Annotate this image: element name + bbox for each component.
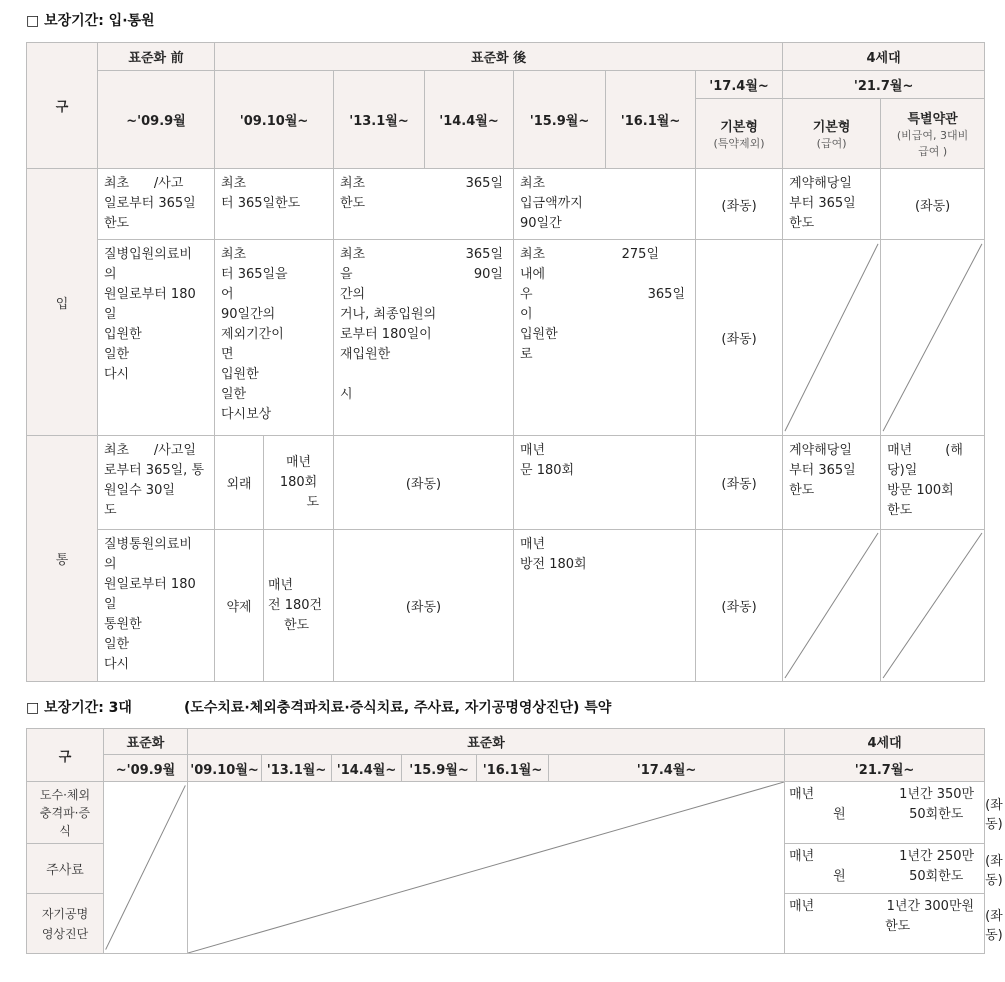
header-after-standard: 표준화 後 bbox=[215, 43, 783, 71]
text-line: 원 bbox=[833, 807, 846, 822]
header-gu: 구 bbox=[27, 729, 104, 782]
row-label-inpatient: 입 bbox=[27, 169, 98, 436]
text-line: 의 bbox=[104, 267, 117, 282]
text-line: 1년간 250만 bbox=[899, 849, 975, 864]
text-line: 매년 bbox=[285, 454, 312, 470]
text-line: 도 bbox=[306, 494, 319, 510]
rider-injection-1704 bbox=[785, 844, 985, 894]
header-special-sub2: 급여 ) bbox=[918, 145, 948, 158]
text-line: 터 365일한도 bbox=[221, 196, 301, 211]
text-line: 매년 bbox=[520, 537, 546, 552]
rider-label-mri bbox=[27, 894, 104, 954]
inpatient-r2-c1 bbox=[98, 240, 215, 436]
text-line: 전 180건 bbox=[268, 597, 323, 613]
text-line: 내에 bbox=[520, 267, 546, 282]
section2-title-a: □ 보장기간: 3대 bbox=[26, 700, 132, 716]
text-line: 한도 bbox=[887, 503, 913, 518]
inpatient-r2-c4 bbox=[514, 240, 696, 436]
text-line: 한도 bbox=[789, 483, 815, 498]
outpatient-r2-c5: (좌동) bbox=[696, 530, 783, 682]
header-period-1509: '15.9월~ bbox=[514, 71, 606, 169]
text-line: 다시 bbox=[104, 657, 130, 672]
outpatient-r2-c7-empty bbox=[881, 530, 985, 682]
inpatient-r1-c3 bbox=[334, 169, 514, 240]
header-period-1601: '16.1월~ bbox=[477, 755, 549, 782]
outpatient-r2-c4 bbox=[514, 530, 696, 682]
text-line: 어 bbox=[221, 287, 234, 302]
header-period-0909: ~'09.9월 bbox=[98, 71, 215, 169]
header-period-0910: '09.10월~ bbox=[215, 71, 334, 169]
header-period-2107: '21.7월~ bbox=[783, 71, 985, 99]
header-period-2107: '21.7월~ bbox=[785, 755, 985, 782]
section2-title bbox=[26, 697, 611, 717]
text-line: 영상진단 bbox=[41, 926, 89, 941]
text-line: 일한 bbox=[104, 637, 130, 652]
text-line: 이 bbox=[520, 307, 533, 322]
text-line: 최초 bbox=[221, 176, 247, 191]
diagonal-line bbox=[783, 240, 880, 435]
text-line: 을 bbox=[340, 267, 353, 282]
text-line: 입원한 bbox=[221, 367, 259, 382]
text-line: 50회한도 bbox=[909, 869, 964, 884]
header-special-label: 특별약관 bbox=[907, 112, 958, 127]
text-line: 한도 bbox=[340, 196, 366, 211]
inpatient-r1-c7: (좌동) bbox=[881, 169, 985, 240]
text-line: 일 bbox=[104, 307, 117, 322]
header-special-sub1: (비급여, 3대비 bbox=[896, 129, 969, 142]
header-period-1704: '17.4월~ bbox=[549, 755, 785, 782]
header-std2: 표준화 bbox=[188, 729, 785, 755]
text-line: 로 bbox=[520, 347, 533, 362]
outpatient-r1-c6 bbox=[783, 436, 881, 530]
rider-empty-standard bbox=[188, 782, 785, 954]
inpatient-r2-c6-empty bbox=[783, 240, 881, 436]
text-line: 입원한 bbox=[104, 327, 142, 342]
text-line: 1년간 350만 bbox=[899, 787, 975, 802]
text-line: 입금액까지 bbox=[520, 196, 583, 211]
coverage-table-inpatient-outpatient bbox=[26, 42, 985, 682]
outpatient-r2-c2b bbox=[264, 530, 334, 682]
text-line: 한도 bbox=[885, 919, 911, 934]
text-line: 90일간의 bbox=[221, 307, 276, 322]
outpatient-r1-c2a: 외래 bbox=[215, 436, 264, 530]
header-period-1301: '13.1월~ bbox=[262, 755, 332, 782]
text-line: 최초 /사고 bbox=[104, 176, 184, 191]
coverage-table-three-riders: 구 표준화 표준화 4세대 ~'09.9월 '09.10월~ '13.1월~ '14.4월~ '15.9월~ '16.1월~ '17.4월~ '21.7월~ 도수·체외 충격파·증 식 매년 1년간 350만 원 50회한도 (좌동) 주사료 매년 1년간 250만 원 50회한도 (좌동) 자기공명 영상진단 매년 1년간 300만원 한도 (좌동) bbox=[26, 728, 985, 954]
inpatient-r2-c3 bbox=[334, 240, 514, 436]
text-line: 일한 bbox=[221, 387, 247, 402]
outpatient-r1-c5: (좌동) bbox=[696, 436, 783, 530]
text-line: 방문 100회 bbox=[887, 483, 954, 498]
rider-label-dosu bbox=[27, 782, 104, 844]
header-gen4: 4세대 bbox=[785, 729, 985, 755]
text-line: 통원한 bbox=[104, 617, 142, 632]
text-line: 시 bbox=[340, 387, 353, 402]
row-label-outpatient: 통 bbox=[27, 436, 98, 682]
text-line: 매년 bbox=[268, 577, 294, 593]
text-line: 매년 bbox=[789, 787, 815, 802]
text-line: 로부터 365일, 통 bbox=[104, 463, 205, 478]
text-line: 도 bbox=[104, 503, 117, 518]
text-line: 일로부터 365일 bbox=[104, 196, 196, 211]
section1-title: □ 보장기간: 입·통원 bbox=[26, 13, 155, 29]
text-line: 원 bbox=[833, 869, 846, 884]
text-line: 방전 180회 bbox=[520, 557, 587, 572]
inpatient-r1-c2 bbox=[215, 169, 334, 240]
diagonal-line bbox=[881, 240, 984, 435]
header-period-1404: '14.4월~ bbox=[425, 71, 514, 169]
text-line: 터 365일을 bbox=[221, 267, 288, 282]
text-line: 365일 bbox=[465, 247, 503, 262]
text-line: 부터 365일 bbox=[789, 463, 856, 478]
text-line: 한도 bbox=[104, 216, 130, 231]
text-line: 최초 /사고일 bbox=[104, 443, 196, 458]
diagonal-line bbox=[783, 530, 880, 681]
text-line: 식 bbox=[59, 823, 71, 838]
text-line: 최초 bbox=[520, 247, 546, 262]
text-line: 한도 bbox=[284, 617, 310, 633]
text-line: 간의 bbox=[340, 287, 366, 302]
text-line: 계약해당일 bbox=[789, 443, 852, 458]
outpatient-r2-c6-empty bbox=[783, 530, 881, 682]
text-line: 90일 bbox=[473, 267, 503, 282]
header-before-standard: 표준화 前 bbox=[98, 43, 215, 71]
text-line: 한도 bbox=[789, 216, 815, 231]
header-period-1301: '13.1월~ bbox=[334, 71, 425, 169]
text-line: 원일수 30일 bbox=[104, 483, 175, 498]
text-line: 계약해당일 bbox=[789, 176, 852, 191]
inpatient-r1-c1 bbox=[98, 169, 215, 240]
text-line: 180회 bbox=[279, 474, 318, 490]
header-period-0910: '09.10월~ bbox=[188, 755, 262, 782]
text-line: 당)일 bbox=[887, 463, 918, 478]
inpatient-r1-c6 bbox=[783, 169, 881, 240]
inpatient-r2-c7-empty bbox=[881, 240, 985, 436]
text-line: 90일간 bbox=[520, 216, 562, 231]
text-line: 일한 bbox=[104, 347, 130, 362]
header-basic4-label: 기본형 bbox=[812, 120, 851, 135]
header-special bbox=[881, 99, 985, 169]
outpatient-r2-c2a: 약제 bbox=[215, 530, 264, 682]
text-line: 제외기간이 bbox=[221, 327, 284, 342]
header-period-1704: '17.4월~ bbox=[696, 71, 783, 99]
text-line: 면 bbox=[221, 347, 234, 362]
text-line: 거나, 최종입원의 bbox=[340, 307, 437, 322]
header-basic4 bbox=[783, 99, 881, 169]
header-basic bbox=[696, 99, 783, 169]
text-line: 문 180회 bbox=[520, 463, 575, 478]
rider-empty-0909 bbox=[104, 782, 188, 954]
text-line: 원일로부터 180 bbox=[104, 287, 196, 302]
header-period-1404: '14.4월~ bbox=[332, 755, 402, 782]
header-period-1601: '16.1월~ bbox=[606, 71, 696, 169]
inpatient-r1-c5: (좌동) bbox=[696, 169, 783, 240]
outpatient-r1-c3: (좌동) bbox=[334, 436, 514, 530]
header-period-0909: ~'09.9월 bbox=[104, 755, 188, 782]
header-std: 표준화 bbox=[104, 729, 188, 755]
text-line: 질병통원의료비 bbox=[104, 537, 192, 552]
header-basic-sub: (특약제외) bbox=[713, 137, 765, 150]
outpatient-r1-c4 bbox=[514, 436, 696, 530]
text-line: 275일 bbox=[621, 247, 659, 262]
outpatient-r1-c7 bbox=[881, 436, 985, 530]
text-line: 최초 bbox=[340, 176, 366, 191]
inpatient-r2-c2 bbox=[215, 240, 334, 436]
rider-dosu-1704 bbox=[785, 782, 985, 844]
rider-mri-1704 bbox=[785, 894, 985, 954]
text-line: 다시 bbox=[104, 367, 130, 382]
text-line: 365일 bbox=[647, 287, 685, 302]
header-gu: 구 bbox=[27, 43, 98, 169]
outpatient-r1-c2b bbox=[264, 436, 334, 530]
header-basic4-sub: (급여) bbox=[816, 137, 847, 150]
text-line: 일 bbox=[104, 597, 117, 612]
text-line: 다시보상 bbox=[221, 407, 272, 422]
text-line: 원일로부터 180 bbox=[104, 577, 196, 592]
text-line: 매년 (해 bbox=[887, 443, 963, 458]
outpatient-r2-c1 bbox=[98, 530, 215, 682]
text-line: 입원한 bbox=[520, 327, 558, 342]
text-line: 부터 365일 bbox=[789, 196, 856, 211]
text-line: 재입원한 bbox=[340, 347, 391, 362]
text-line: 최초 bbox=[221, 247, 247, 262]
section2-title-b: (도수치료·체외충격파치료·증식치료, 주사료, 자기공명영상진단) 특약 bbox=[183, 700, 612, 716]
text-line: 365일 bbox=[465, 176, 503, 191]
header-period-1509: '15.9월~ bbox=[402, 755, 477, 782]
text-line: 도수·체외 bbox=[39, 787, 91, 802]
rider-label-injection: 주사료 bbox=[27, 844, 104, 894]
text-line: 매년 bbox=[789, 899, 815, 914]
text-line: 최초 bbox=[520, 176, 546, 191]
outpatient-r1-c1 bbox=[98, 436, 215, 530]
text-line: 의 bbox=[104, 557, 117, 572]
inpatient-r2-c5: (좌동) bbox=[696, 240, 783, 436]
diagonal-line bbox=[188, 782, 784, 953]
diagonal-line bbox=[104, 782, 187, 953]
text-line: 매년 bbox=[789, 849, 815, 864]
outpatient-r2-c3: (좌동) bbox=[334, 530, 514, 682]
text-line: 1년간 300만원 bbox=[886, 899, 975, 914]
inpatient-r1-c4 bbox=[514, 169, 696, 240]
text-line: 최초 bbox=[340, 247, 366, 262]
text-line: 충격파·증 bbox=[39, 805, 91, 820]
text-line: 자기공명 bbox=[41, 906, 89, 921]
text-line: 우 bbox=[520, 287, 533, 302]
text-line: 매년 bbox=[520, 443, 546, 458]
text-line: 로부터 180일이 bbox=[340, 327, 432, 342]
text-line: 50회한도 bbox=[909, 807, 964, 822]
header-basic-label: 기본형 bbox=[720, 120, 758, 135]
header-gen4: 4세대 bbox=[783, 43, 985, 71]
diagonal-line bbox=[881, 530, 984, 681]
text-line: 질병입원의료비 bbox=[104, 247, 192, 262]
